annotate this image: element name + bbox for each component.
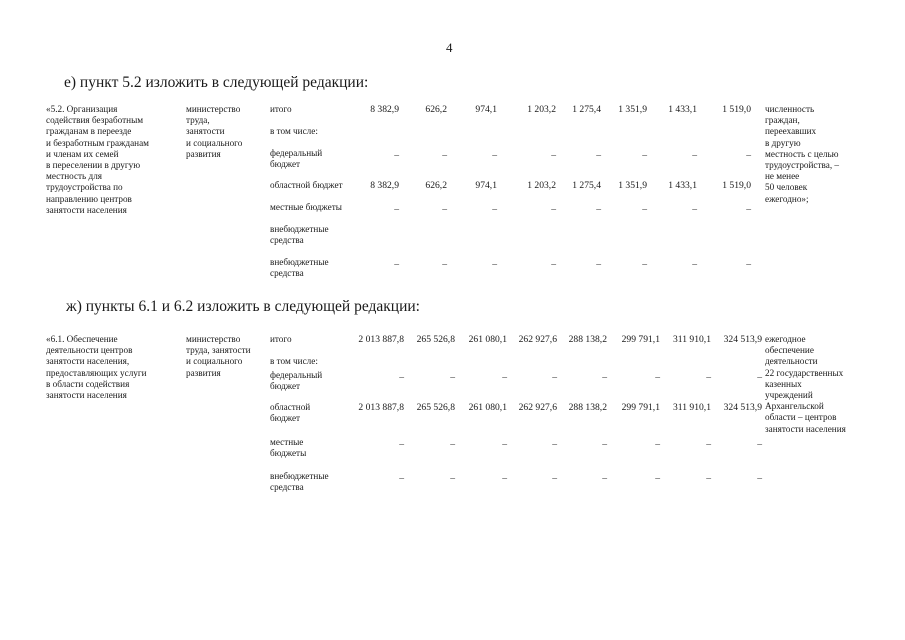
empty-value-dash: –	[551, 204, 556, 215]
indicator-line: Архангельской	[765, 401, 824, 412]
page-number: 4	[446, 40, 453, 55]
event-name-line: трудоустройства по	[46, 182, 123, 193]
indicator-line: не менее	[765, 171, 800, 182]
empty-value-dash: –	[502, 473, 507, 484]
funding-source-label: местные бюджеты	[270, 202, 342, 212]
section-zh-heading: ж) пункты 6.1 и 6.2 изложить в следующей редакции:	[66, 298, 420, 315]
funding-source-label: областной бюджет	[270, 180, 343, 190]
empty-value-dash: –	[394, 259, 399, 270]
event-name-line: занятости населения	[46, 204, 127, 215]
event-name-line: и безработным гражданам	[46, 137, 149, 148]
empty-value-dash: –	[450, 439, 455, 450]
funding-value: 1 519,0	[722, 104, 751, 115]
indicator-line: ежегодно»;	[765, 193, 809, 204]
indicator-line: переехавших	[765, 126, 817, 137]
funding-source-label: итого	[270, 334, 292, 344]
empty-value-dash: –	[706, 473, 711, 484]
empty-value-dash: –	[552, 372, 557, 383]
funding-value: 974,1	[475, 104, 497, 115]
empty-value-dash: –	[442, 259, 447, 270]
event-name-line: «6.1. Обеспечение	[46, 334, 118, 344]
funding-value: 1 351,9	[618, 180, 647, 191]
empty-value-dash: –	[757, 473, 762, 484]
event-name-line: «5.2. Организация	[46, 104, 118, 114]
indicator-line: местность с целью	[765, 148, 839, 159]
funding-value: 262 927,6	[518, 334, 557, 345]
funding-value: 974,1	[475, 180, 497, 191]
executor-line: развития	[186, 367, 221, 378]
funding-value: 324 513,9	[723, 334, 762, 345]
empty-value-dash: –	[552, 439, 557, 450]
indicator-line: 50 человек	[765, 182, 808, 193]
empty-value-dash: –	[552, 473, 557, 484]
funding-source-label: внебюджетные	[270, 224, 329, 234]
funding-source-label: федеральный	[270, 370, 323, 380]
indicator-line: обеспечение	[765, 345, 814, 356]
executor-line: труда, занятости	[186, 345, 251, 356]
funding-value: 262 927,6	[518, 402, 557, 413]
event-name-line: в области содействия	[46, 378, 130, 389]
event-name-line: занятости населения	[46, 390, 127, 400]
empty-value-dash: –	[706, 372, 711, 383]
executor-line: и социального	[186, 356, 243, 367]
empty-value-dash: –	[502, 372, 507, 383]
funding-value: 265 526,8	[416, 334, 455, 345]
funding-source-label: бюджеты	[270, 448, 307, 459]
section-zh-table	[0, 314, 905, 514]
empty-value-dash: –	[502, 439, 507, 450]
indicator-line: численность	[765, 104, 815, 114]
funding-value: 311 910,1	[672, 402, 711, 413]
event-name-line: направлению центров	[46, 193, 132, 204]
empty-value-dash: –	[602, 372, 607, 383]
funding-source-label: областной	[270, 402, 311, 412]
empty-value-dash: –	[757, 439, 762, 450]
section-e-heading: е) пункт 5.2 изложить в следующей редакции:	[64, 74, 369, 91]
empty-value-dash: –	[692, 150, 697, 161]
empty-value-dash: –	[692, 204, 697, 215]
funding-value: 288 138,2	[568, 402, 607, 413]
funding-source-label: средства	[270, 268, 304, 279]
funding-value: 2 013 887,8	[358, 334, 404, 345]
funding-source-label: федеральный	[270, 148, 323, 158]
indicator-line: деятельности	[765, 356, 818, 367]
indicator-line: области – центров	[765, 412, 837, 423]
funding-value: 1 203,2	[527, 104, 556, 115]
event-name-line: предоставляющих услуги	[46, 367, 147, 378]
indicator-line: 22 государственных	[765, 367, 844, 378]
funding-source-label: средства	[270, 235, 304, 246]
executor-line: занятости	[186, 126, 225, 137]
empty-value-dash: –	[596, 150, 601, 161]
empty-value-dash: –	[642, 259, 647, 270]
empty-value-dash: –	[655, 439, 660, 450]
indicator-line: учреждений	[765, 390, 813, 400]
funding-value: 1 351,9	[618, 104, 647, 115]
empty-value-dash: –	[492, 150, 497, 161]
empty-value-dash: –	[692, 259, 697, 270]
empty-value-dash: –	[551, 150, 556, 161]
funding-value: 626,2	[425, 104, 447, 115]
funding-source-label: внебюджетные	[270, 257, 329, 267]
empty-value-dash: –	[596, 204, 601, 215]
funding-source-label: бюджет	[270, 159, 301, 170]
empty-value-dash: –	[551, 259, 556, 270]
empty-value-dash: –	[394, 150, 399, 161]
empty-value-dash: –	[746, 150, 751, 161]
event-name-line: деятельности центров	[46, 345, 133, 356]
empty-value-dash: –	[442, 204, 447, 215]
event-name-line: содействия безработным	[46, 115, 144, 126]
funding-value: 299 791,1	[621, 402, 660, 413]
empty-value-dash: –	[450, 372, 455, 383]
empty-value-dash: –	[399, 473, 404, 484]
funding-value: 8 382,9	[370, 180, 399, 191]
indicator-line: занятости населения	[765, 423, 846, 434]
funding-value: 261 080,1	[468, 402, 507, 413]
executor-line: труда,	[186, 115, 210, 126]
funding-source-label: местные	[270, 437, 304, 447]
empty-value-dash: –	[655, 473, 660, 484]
funding-value: 8 382,9	[370, 104, 399, 115]
event-name-line: в переселении в другую	[46, 160, 141, 170]
funding-source-label: средства	[270, 482, 304, 493]
funding-value: 1 519,0	[722, 180, 751, 191]
funding-value: 1 203,2	[527, 180, 556, 191]
funding-source-label: бюджет	[270, 413, 301, 424]
empty-value-dash: –	[706, 439, 711, 450]
empty-value-dash: –	[399, 439, 404, 450]
empty-value-dash: –	[394, 204, 399, 215]
empty-value-dash: –	[642, 150, 647, 161]
empty-value-dash: –	[492, 259, 497, 270]
funding-source-label: бюджет	[270, 381, 301, 392]
funding-source-label: в том числе:	[270, 126, 318, 136]
executor-line: и социального	[186, 137, 243, 148]
indicator-line: граждан,	[765, 115, 800, 126]
funding-value: 299 791,1	[621, 334, 660, 345]
funding-source-label: внебюджетные	[270, 471, 329, 481]
funding-value: 626,2	[425, 180, 447, 191]
funding-value: 311 910,1	[672, 334, 711, 345]
funding-value: 1 275,4	[572, 180, 601, 191]
funding-value: 288 138,2	[568, 334, 607, 345]
empty-value-dash: –	[399, 372, 404, 383]
funding-source-label: в том числе:	[270, 356, 318, 366]
event-name-line: местность для	[46, 171, 103, 182]
executor-line: министерство	[186, 334, 241, 344]
indicator-line: в другую	[765, 137, 801, 148]
event-name-line: занятости населения,	[46, 356, 130, 367]
funding-value: 261 080,1	[468, 334, 507, 345]
empty-value-dash: –	[757, 372, 762, 383]
empty-value-dash: –	[596, 259, 601, 270]
funding-value: 2 013 887,8	[358, 402, 404, 413]
empty-value-dash: –	[655, 372, 660, 383]
funding-value: 265 526,8	[416, 402, 455, 413]
indicator-line: ежегодное	[765, 334, 806, 344]
funding-value: 1 433,1	[668, 180, 697, 191]
empty-value-dash: –	[746, 259, 751, 270]
executor-line: развития	[186, 148, 221, 159]
empty-value-dash: –	[450, 473, 455, 484]
funding-value: 1 275,4	[572, 104, 601, 115]
funding-source-label: итого	[270, 104, 292, 114]
executor-line: министерство	[186, 104, 241, 114]
funding-value: 1 433,1	[668, 104, 697, 115]
empty-value-dash: –	[602, 439, 607, 450]
section-e-table	[0, 84, 905, 284]
empty-value-dash: –	[642, 204, 647, 215]
event-name-line: и членам их семей	[46, 148, 119, 159]
empty-value-dash: –	[442, 150, 447, 161]
empty-value-dash: –	[492, 204, 497, 215]
empty-value-dash: –	[746, 204, 751, 215]
event-name-line: гражданам в переезде	[46, 126, 132, 137]
indicator-line: трудоустройства, –	[765, 160, 840, 170]
indicator-line: казенных	[765, 378, 802, 389]
empty-value-dash: –	[602, 473, 607, 484]
funding-value: 324 513,9	[723, 402, 762, 413]
